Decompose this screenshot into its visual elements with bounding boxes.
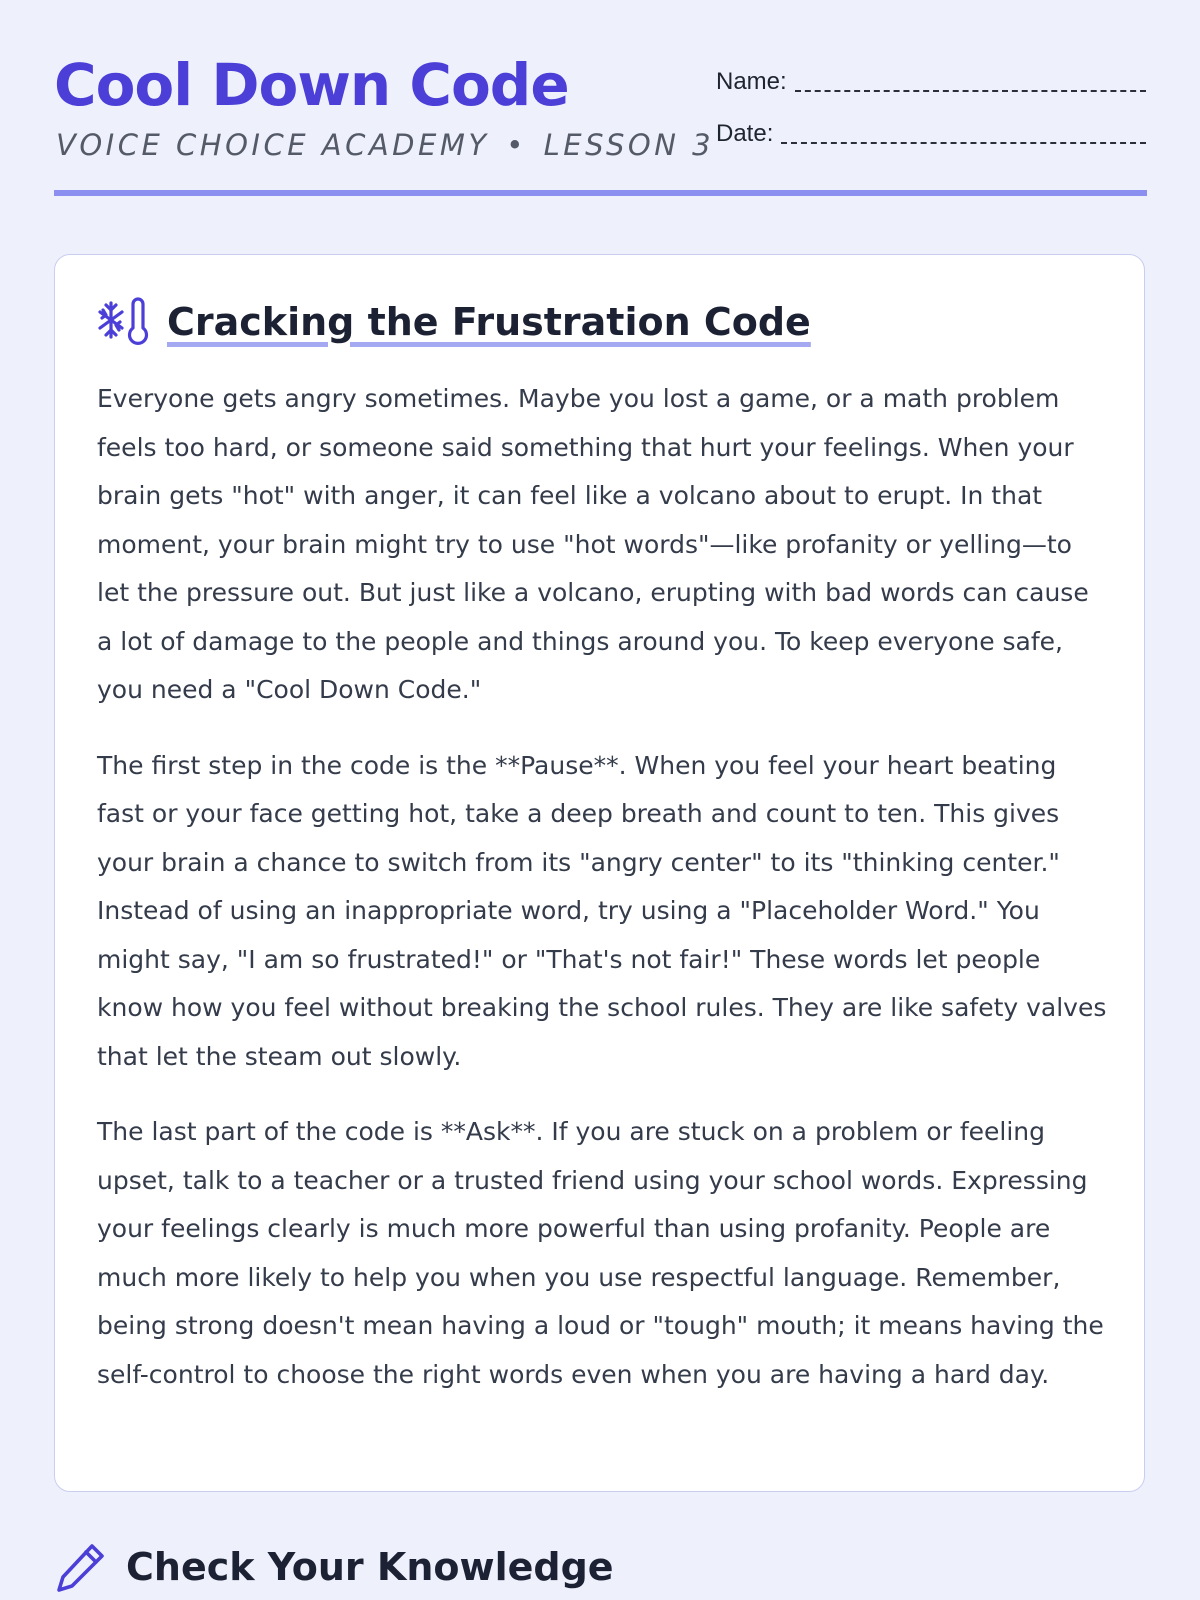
- name-label: Name:: [716, 68, 787, 95]
- date-blank-line[interactable]: [781, 142, 1146, 144]
- lesson-number: LESSON 3: [543, 128, 715, 162]
- reading-card: [54, 254, 1145, 1492]
- name-blank-line[interactable]: [795, 90, 1146, 92]
- reading-card-header: [97, 295, 811, 349]
- reading-title: Cracking the Frustration Code: [167, 300, 811, 344]
- reading-paragraph-2: The first step in the code is the **Pause**. When you feel your heart beating fast or your face getting hot, take a deep breath and count to ten. This gives your brain a chance to switch from its "angry center" to its "thinking center." Instead of using an inappropriate word, try using a "Placeholder Word." You might say, "I am so frustrated!" or "That's not fair!" These words let people know how you feel without breaking the school rules. They are like safety valves that let the steam out slowly.: [97, 750, 1107, 1071]
- check-knowledge-header: [54, 1540, 614, 1594]
- snowflake-thermometer-icon: [97, 295, 151, 349]
- date-field[interactable]: [716, 120, 1146, 148]
- name-field[interactable]: [716, 68, 1146, 96]
- academy-name: VOICE CHOICE ACADEMY: [56, 128, 490, 162]
- reading-paragraph-1: Everyone gets angry sometimes. Maybe you lost a game, or a math problem feels too hard, or someone said something that hurt your feelings. When your brain gets "hot" with anger, it can feel like a volcano about to erupt. In that moment, your brain might try to use "hot words"—like profanity or yelling—to let the pressure out. But just like a volcano, erupting with bad words can cause a lot of damage to the people and things around you. To keep everyone safe, you need a "Cool Down Code.": [97, 384, 1089, 704]
- date-label: Date:: [716, 120, 774, 147]
- worksheet-subtitle: [56, 128, 714, 162]
- worksheet-title: Cool Down Code: [54, 51, 569, 119]
- reading-body: [97, 375, 1107, 1426]
- check-knowledge-title: Check Your Knowledge: [126, 1545, 614, 1589]
- worksheet-header: [54, 50, 1147, 196]
- subtitle-separator: •: [506, 128, 527, 162]
- pencil-icon: [54, 1540, 108, 1594]
- reading-paragraph-3: The last part of the code is **Ask**. If you are stuck on a problem or feeling upset, talk to a teacher or a trusted friend using your school words. Expressing your feelings clearly is much more powerful than using profanity. People are much more likely to help you when you use respectful language. Remember, being strong doesn't mean having a loud or "tough" mouth; it means having the self-control to choose the right words even when you are having a hard day.: [97, 1117, 1104, 1389]
